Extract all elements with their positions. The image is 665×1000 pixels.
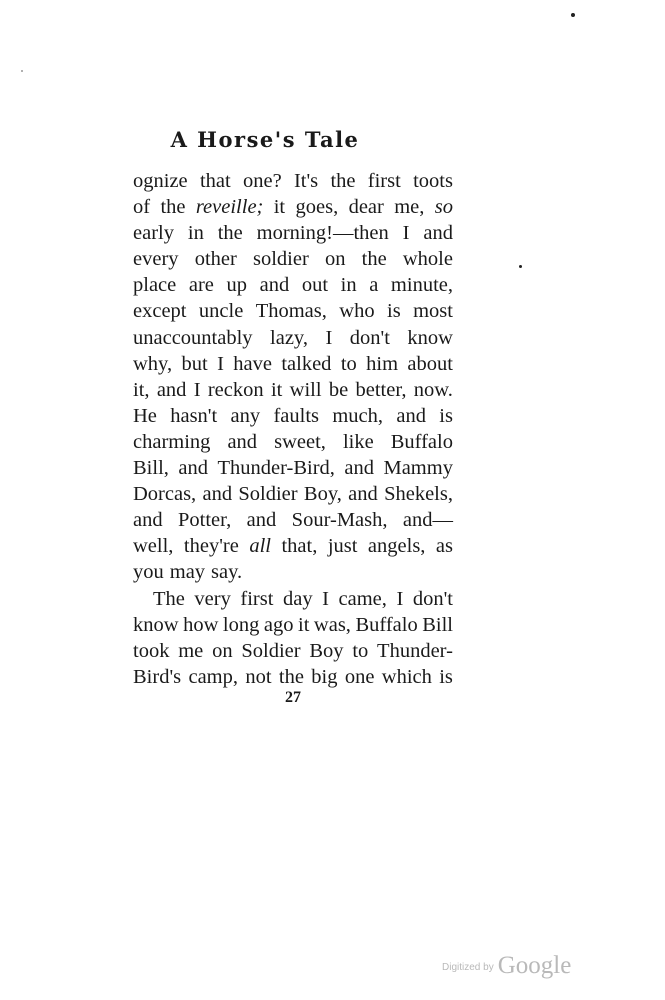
word: Thunder-Bird, [217, 457, 335, 480]
word: I [193, 378, 201, 401]
word: and [246, 509, 277, 532]
word: other [194, 248, 237, 271]
text-line [133, 533, 453, 559]
word: to [340, 352, 357, 375]
word: on [212, 639, 233, 662]
word: except [133, 300, 187, 323]
word: It's [293, 170, 319, 192]
word: to [352, 639, 369, 662]
word: Thunder- [377, 639, 453, 662]
scan-speck [21, 70, 23, 72]
word: it [273, 196, 286, 219]
word: Soldier [238, 483, 298, 506]
word: the [330, 170, 356, 192]
word: and [178, 457, 208, 480]
word: long [222, 613, 260, 636]
word: better, [355, 378, 407, 401]
word: I [402, 222, 410, 245]
text-line [133, 377, 453, 403]
word: day [282, 587, 313, 610]
word: it [270, 378, 283, 401]
word: in [187, 222, 204, 245]
word: a [369, 274, 379, 297]
word: not [245, 665, 272, 688]
word: they're [183, 535, 239, 558]
word: Bird's [133, 665, 182, 688]
word: Thomas, [255, 300, 327, 323]
word: in [340, 274, 357, 297]
word: say. [211, 561, 243, 584]
text-line [133, 351, 453, 377]
text-line [133, 403, 453, 429]
word: reckon [207, 378, 264, 401]
word: the [361, 248, 387, 271]
word: uncle [198, 300, 244, 323]
word: are [188, 274, 214, 297]
word: one [344, 665, 375, 688]
word: most [413, 300, 453, 323]
word: The [153, 587, 185, 610]
word: well, [133, 535, 174, 558]
word: ago [263, 613, 294, 636]
word: I [322, 587, 329, 610]
word: Shekels, [384, 483, 453, 506]
text-line [133, 194, 453, 220]
word: and [156, 378, 187, 401]
word: morning!—then [256, 222, 389, 245]
text-line [133, 481, 453, 507]
word: out [301, 274, 329, 297]
word: you [133, 561, 164, 584]
word: Sour-Mash, [291, 509, 388, 532]
word: Buffalo [390, 430, 453, 453]
word: don't [412, 587, 453, 610]
word: all [249, 535, 271, 558]
word: about [407, 352, 453, 375]
text-line [133, 429, 453, 455]
word: as [435, 535, 453, 558]
word: on [324, 248, 346, 271]
word: much, [332, 404, 384, 427]
word: I [217, 352, 224, 375]
word: Potter, [178, 509, 232, 532]
word: camp, [188, 665, 238, 688]
text-line [133, 455, 453, 481]
text-line [133, 325, 453, 351]
body-text [133, 168, 453, 690]
word: him [366, 352, 399, 375]
word: that, [281, 535, 318, 558]
word: now. [413, 378, 453, 401]
word: came, [338, 587, 387, 610]
word: whole [402, 248, 453, 271]
word: Buffalo [355, 613, 418, 636]
word: the [217, 222, 243, 245]
word: be [328, 378, 349, 401]
word: have [233, 352, 272, 375]
text-line [133, 664, 453, 690]
word: who [339, 300, 375, 323]
text-line [133, 272, 453, 298]
word: is [387, 300, 401, 323]
word: it [298, 613, 310, 636]
text-line [133, 168, 453, 194]
word: talked [281, 352, 332, 375]
word: may [169, 561, 206, 584]
running-header: A Horse's Tale [170, 127, 360, 152]
page-number: 27 [285, 689, 301, 706]
word: I [325, 326, 333, 349]
word: Soldier [241, 639, 301, 662]
word: Boy, [303, 483, 342, 506]
word: and [259, 274, 290, 297]
watermark-prefix: Digitized by [442, 962, 494, 973]
word: is [439, 665, 453, 688]
word: that [199, 170, 231, 192]
word: reveille; [195, 196, 264, 219]
word: big [311, 665, 338, 688]
word: unaccountably [133, 326, 253, 349]
word: is [439, 404, 453, 427]
word: how [183, 613, 219, 636]
word: why, [133, 352, 173, 375]
word: Bill, [133, 457, 169, 480]
text-line [133, 220, 453, 246]
word: took [133, 639, 170, 662]
word: very [194, 587, 231, 610]
word: first [240, 587, 274, 610]
word: know [407, 326, 453, 349]
word: was, [313, 613, 351, 636]
word: the [278, 665, 304, 688]
word: know [133, 613, 179, 636]
word: ognize [133, 170, 188, 192]
word: the [160, 196, 186, 219]
watermark-brand: Google [497, 952, 572, 979]
word: and [396, 404, 426, 427]
word: lazy, [270, 326, 308, 349]
scan-speck [571, 13, 575, 17]
word: and [348, 483, 378, 506]
word: but [181, 352, 208, 375]
word: will [289, 378, 322, 401]
word: He [133, 404, 157, 427]
word: and— [402, 509, 453, 532]
text-line [133, 586, 453, 612]
word: and [227, 430, 258, 453]
word: every [133, 248, 179, 271]
word: and [344, 457, 374, 480]
word: dear [348, 196, 384, 219]
text-line [133, 638, 453, 664]
word: I [396, 587, 404, 610]
word: and [202, 483, 233, 506]
word: sweet, [274, 430, 326, 453]
word: me, [394, 196, 425, 219]
word: one? [242, 170, 282, 192]
word: don't [349, 326, 390, 349]
word: first [367, 170, 401, 192]
word: it, [133, 378, 150, 401]
word: and [133, 509, 163, 532]
text-line [133, 298, 453, 324]
word: Boy [309, 639, 344, 662]
word: soldier [253, 248, 309, 271]
word: charming [133, 430, 211, 453]
word: like [342, 430, 374, 453]
word: me [178, 639, 204, 662]
word: so [434, 196, 453, 219]
word: minute, [390, 274, 453, 297]
text-line [133, 612, 453, 638]
word: of [133, 196, 151, 219]
text-line [133, 559, 453, 585]
word: Bill [422, 613, 453, 636]
word: angels, [367, 535, 426, 558]
word: toots [413, 170, 453, 192]
digitized-by-google-watermark [442, 952, 571, 980]
word: faults [273, 404, 320, 427]
word: just [327, 535, 358, 558]
word: Dorcas, [133, 483, 197, 506]
word: goes, [295, 196, 339, 219]
word: any [230, 404, 261, 427]
scan-speck [519, 265, 522, 268]
word: up [226, 274, 247, 297]
word: Mammy [383, 457, 453, 480]
text-line [133, 246, 453, 272]
text-line [133, 507, 453, 533]
word: and [423, 222, 453, 245]
word: place [133, 274, 177, 297]
word: which [381, 665, 432, 688]
word: early [133, 222, 174, 245]
word: hasn't [170, 404, 218, 427]
